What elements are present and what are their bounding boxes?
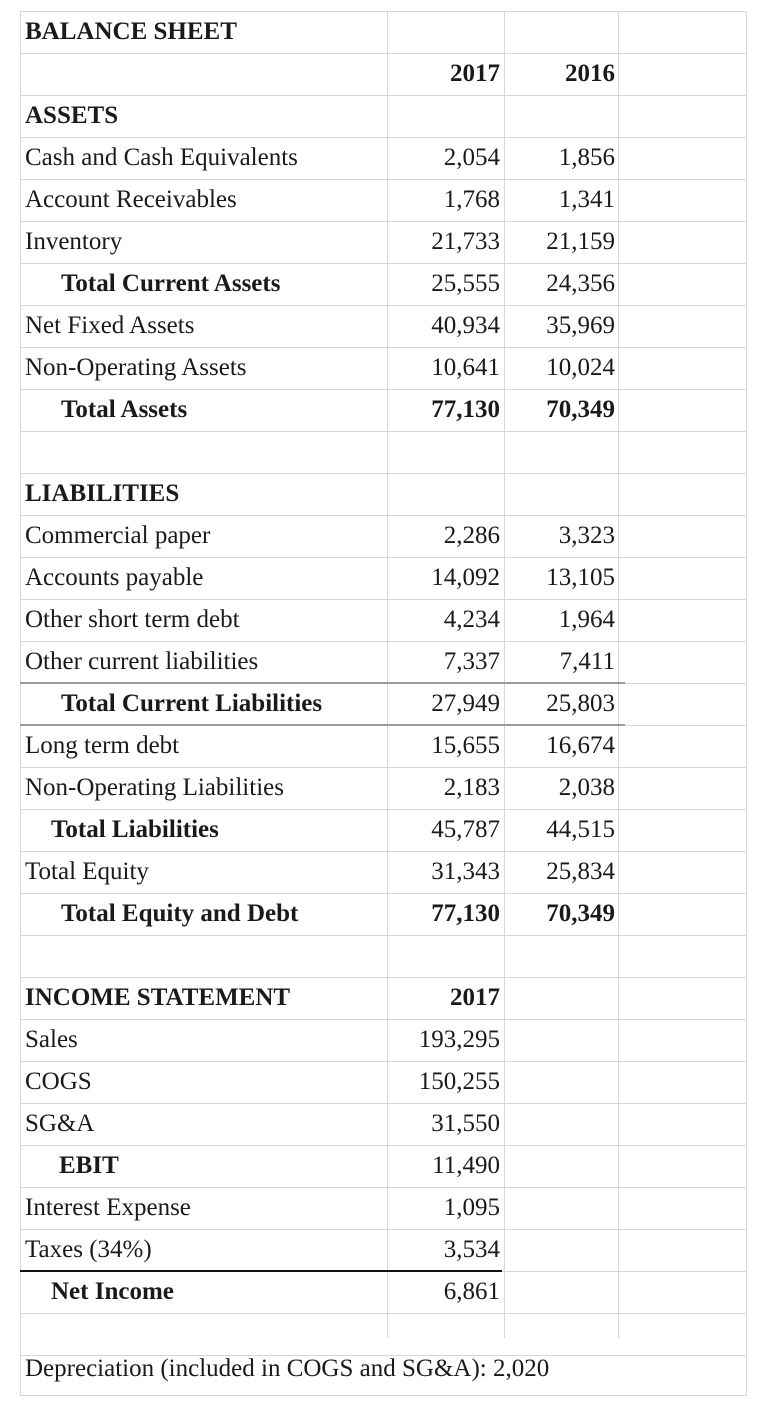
value-2016: 35,969: [546, 312, 615, 339]
row-label: SG&A: [25, 1110, 95, 1137]
table-row: [20, 725, 747, 767]
table-row: [20, 893, 747, 935]
table-row: [20, 515, 747, 557]
value-2016: 3,323: [558, 522, 615, 549]
value-2017: 40,934: [431, 312, 500, 339]
row-label: Total Current Assets: [61, 270, 281, 297]
year-header-2017: 2017: [450, 60, 500, 87]
depreciation-footnote: Depreciation (included in COGS and SG&A): 2,020: [25, 1355, 550, 1382]
row-label: Long term debt: [25, 732, 180, 759]
row-label: Account Receivables: [25, 186, 237, 213]
table-row: [20, 1019, 747, 1061]
value-2017: 15,655: [431, 732, 500, 759]
table-row: [20, 557, 747, 599]
table-row: [20, 1187, 747, 1229]
grid-line: [20, 1395, 747, 1396]
row-label: Other current liabilities: [25, 648, 259, 675]
value-2017: 3,534: [443, 1236, 500, 1263]
value-2017: 2,183: [443, 774, 500, 801]
row-label: Sales: [25, 1026, 78, 1053]
sheet-title-row: [20, 11, 747, 53]
table-row: [20, 263, 747, 305]
income-statement-title: INCOME STATEMENT: [25, 984, 291, 1011]
value-2016: 2,038: [558, 774, 615, 801]
section-heading-row: [20, 95, 747, 137]
grid-line: [20, 935, 747, 936]
row-label: Total Liabilities: [51, 816, 219, 843]
spreadsheet: [20, 11, 747, 1396]
row-label: Accounts payable: [25, 564, 204, 591]
value-2017: 150,255: [418, 1068, 500, 1095]
year-header-row: [20, 53, 747, 95]
value-2017: 6,861: [443, 1278, 500, 1305]
value-2016: 1,341: [558, 186, 615, 213]
table-row: [20, 137, 747, 179]
row-label: EBIT: [59, 1152, 119, 1179]
value-2016: 70,349: [546, 900, 615, 927]
value-2017: 31,343: [431, 858, 500, 885]
value-2016: 13,105: [546, 564, 615, 591]
value-2017: 193,295: [418, 1026, 500, 1053]
value-2017: 21,733: [431, 228, 500, 255]
value-2016: 44,515: [546, 816, 615, 843]
row-label: Commercial paper: [25, 522, 211, 549]
table-row: [20, 1271, 747, 1313]
liabilities-heading: LIABILITIES: [25, 480, 180, 507]
row-label: Cash and Cash Equivalents: [25, 144, 298, 171]
value-2017: 77,130: [431, 900, 500, 927]
value-2017: 1,768: [443, 186, 500, 213]
value-2016: 7,411: [559, 648, 615, 675]
value-2016: 25,834: [546, 858, 615, 885]
row-label: Net Income: [51, 1278, 174, 1305]
row-label: Total Equity: [25, 858, 149, 885]
section-heading-row: [20, 473, 747, 515]
value-2016: 70,349: [546, 396, 615, 423]
value-2017: 7,337: [443, 648, 500, 675]
table-row: [20, 305, 747, 347]
value-2017: 2,054: [443, 144, 500, 171]
table-row: [20, 179, 747, 221]
row-label: Inventory: [25, 228, 123, 255]
table-row: [20, 389, 747, 431]
table-row: [20, 1103, 747, 1145]
row-label: Non-Operating Liabilities: [25, 774, 284, 801]
row-label: Interest Expense: [25, 1194, 191, 1221]
value-2017: 31,550: [431, 1110, 500, 1137]
value-2016: 24,356: [546, 270, 615, 297]
income-year-header: 2017: [450, 984, 500, 1011]
value-2017: 45,787: [431, 816, 500, 843]
value-2016: 1,856: [558, 144, 615, 171]
value-2017: 77,130: [431, 396, 500, 423]
grid-line: [20, 1313, 747, 1314]
income-heading-row: [20, 977, 747, 1019]
value-2017: 10,641: [431, 354, 500, 381]
value-2017: 27,949: [431, 690, 500, 717]
year-header-2016: 2016: [565, 60, 615, 87]
value-2016: 1,964: [558, 606, 615, 633]
row-label: Total Equity and Debt: [61, 900, 299, 927]
value-2017: 14,092: [431, 564, 500, 591]
assets-heading: ASSETS: [25, 102, 119, 129]
table-row: [20, 683, 747, 725]
table-row: [20, 767, 747, 809]
value-2017: 4,234: [443, 606, 500, 633]
balance-sheet-title: BALANCE SHEET: [25, 18, 237, 45]
table-row: [20, 641, 747, 683]
value-2017: 2,286: [443, 522, 500, 549]
table-row: [20, 221, 747, 263]
table-row: [20, 1145, 747, 1187]
table-row: [20, 1061, 747, 1103]
table-row: [20, 851, 747, 893]
value-2017: 1,095: [443, 1194, 500, 1221]
value-2016: 16,674: [546, 732, 615, 759]
value-2016: 25,803: [546, 690, 615, 717]
row-label: Other short term debt: [25, 606, 240, 633]
row-label: Net Fixed Assets: [25, 312, 195, 339]
row-label: Non-Operating Assets: [25, 354, 247, 381]
table-row: [20, 1229, 747, 1271]
table-row: [20, 599, 747, 641]
grid-line: [20, 431, 747, 432]
value-2016: 21,159: [546, 228, 615, 255]
value-2017: 25,555: [431, 270, 500, 297]
row-label: Taxes (34%): [25, 1236, 152, 1263]
table-row: [20, 347, 747, 389]
row-label: Total Assets: [61, 396, 188, 423]
row-label: Total Current Liabilities: [61, 690, 323, 717]
value-2017: 11,490: [432, 1152, 500, 1179]
row-label: COGS: [25, 1068, 92, 1095]
table-row: [20, 809, 747, 851]
value-2016: 10,024: [546, 354, 615, 381]
